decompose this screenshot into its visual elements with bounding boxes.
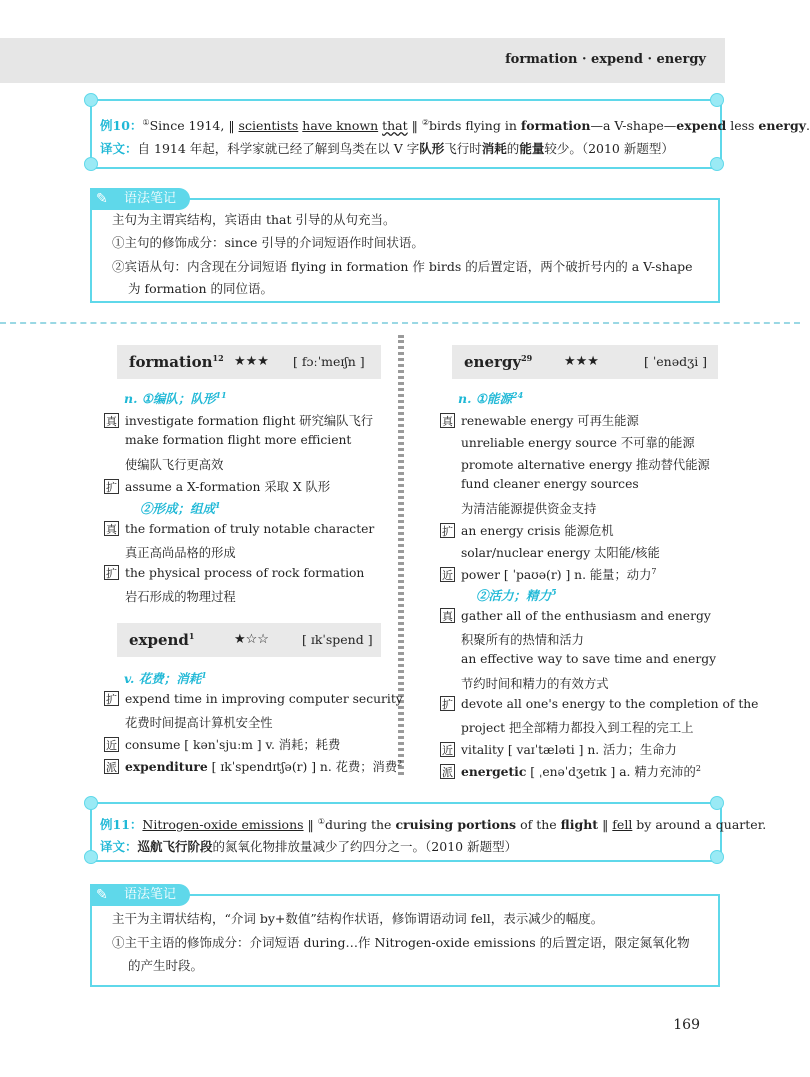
section-divider [0, 322, 800, 324]
sense-label: v. 花费；消耗$^1$ [124, 669, 207, 686]
entry-header-energy: energy$^{29}$ ★★★ [ ˈenədʒi ] [452, 345, 718, 379]
grammar-2-line-2: ①主干主语的修饰成分：介词短语 during…作 Nitrogen-oxide emissions 的后置定语，限定氮氧化物 [112, 935, 690, 950]
example-line: 近 power [ ˈpaʊə(r) ] n. 能量；动力$^7$ [442, 566, 657, 582]
example-line: 派 expenditure [ ɪkˈspendɪtʃə(r) ] n. 花费；消费$^2$ [106, 758, 403, 774]
example-line: an effective way to save time and energy [461, 652, 717, 666]
example-line: project 把全部精力都投入到工程的完工上 [461, 721, 694, 735]
example-line: 真正高尚品格的形成 [125, 546, 236, 560]
example-line: 使编队飞行更高效 [125, 458, 224, 472]
grammar-1-line-2: ①主句的修饰成分：since 引导的介词短语作时间状语。 [112, 235, 424, 250]
sense-label: ②活力；精力$^5$ [476, 586, 557, 603]
entry-header-expend: expend$^1$ ★☆☆ [ ɪkˈspend ] [117, 623, 381, 657]
example-line: make formation flight more efficient [125, 433, 352, 447]
ornament-icon [84, 796, 98, 810]
example-line: 节约时间和精力的有效方式 [461, 677, 609, 691]
example-11-english: 例11：Nitrogen-oxide emissions ‖ ①during the cruising portions of the flight ‖ fell by around a quarter. [100, 816, 767, 832]
example-line: 真 gather all of the enthusiasm and energy [442, 609, 711, 623]
running-header: formation · expend · energy [505, 52, 706, 67]
example-line: fund cleaner energy sources [461, 477, 639, 491]
page-number: 169 [673, 1017, 700, 1033]
ornament-icon [710, 93, 724, 107]
example-11-translation: 译文：巡航飞行阶段的氮氧化物排放量减少了约四分之一。（2010 新题型） [100, 839, 518, 854]
example-line: 真 the formation of truly notable character [106, 522, 375, 536]
example-line: solar/nuclear energy 太阳能/核能 [461, 546, 660, 560]
grammar-1-tab: 语法笔记 [90, 188, 190, 210]
ornament-icon [84, 850, 98, 864]
example-line: 近 vitality [ vaɪˈtæləti ] n. 活力；生命力 [442, 743, 677, 757]
example-line: 扩 expend time in improving computer security [106, 692, 403, 706]
example-line: unreliable energy source 不可靠的能源 [461, 436, 695, 450]
example-line: promote alternative energy 推动替代能源 [461, 458, 710, 472]
example-line: 扩 an energy crisis 能源危机 [442, 524, 614, 538]
example-line: 扩 assume a X-formation 采取 X 队形 [106, 480, 331, 494]
example-line: 为清洁能源提供资金支持 [461, 502, 597, 516]
ornament-icon [710, 796, 724, 810]
grammar-2-line-3: 的产生时段。 [128, 958, 204, 973]
example-line: 岩石形成的物理过程 [125, 590, 236, 604]
example-line: 积聚所有的热情和活力 [461, 633, 584, 647]
example-line: 真 investigate formation flight 研究编队飞行 [106, 414, 374, 428]
example-line: 扩 the physical process of rock formation [106, 566, 365, 580]
ornament-icon [710, 850, 724, 864]
example-line: 花费时间提高计算机安全性 [125, 716, 273, 730]
grammar-2-line-1: 主干为主谓状结构，“介词 by+数值”结构作状语，修饰谓语动词 fell，表示减少的幅度。 [112, 911, 604, 926]
grammar-1-line-4: 为 formation 的同位语。 [128, 281, 273, 296]
example-line: 派 energetic [ ˌenəˈdʒetɪk ] a. 精力充沛的$^2$ [442, 763, 701, 779]
example-line: 扩 devote all one's energy to the completion of the [442, 697, 759, 711]
ornament-icon [84, 157, 98, 171]
grammar-1-line-3: ②宾语从句：内含现在分词短语 flying in formation 作 birds 的后置定语，两个破折号内的 a V-shape [112, 259, 693, 274]
example-10-translation: 译文：自 1914 年起，科学家就已经了解到鸟类在以 V 字队形飞行时消耗的能量较少。（2010 新题型） [100, 141, 674, 156]
pen-icon: ✎ [96, 191, 108, 207]
sense-label: n. ①编队；队形$^{11}$ [124, 389, 227, 406]
grammar-1-line-1: 主句为主谓宾结构，宾语由 that 引导的从句充当。 [112, 212, 396, 227]
ornament-icon [710, 157, 724, 171]
sense-label: ②形成；组成$^1$ [140, 499, 221, 516]
grammar-2-tab: 语法笔记 [90, 884, 190, 906]
example-10-frame [90, 99, 722, 169]
example-line: 真 renewable energy 可再生能源 [442, 414, 639, 428]
pen-icon: ✎ [96, 887, 108, 903]
example-line: 近 consume [ kənˈsjuːm ] v. 消耗；耗费 [106, 738, 341, 752]
entry-header-formation: formation$^{12}$ ★★★ [ fɔːˈmeɪʃn ] [117, 345, 381, 379]
example-10-english: 例10：①Since 1914, ‖ scientists have known that ‖ ②birds flying in formation—a V-shape—expend less energy. [100, 117, 810, 133]
sense-label: n. ①能源$^{24}$ [458, 389, 524, 406]
column-separator [398, 335, 404, 775]
ornament-icon [84, 93, 98, 107]
